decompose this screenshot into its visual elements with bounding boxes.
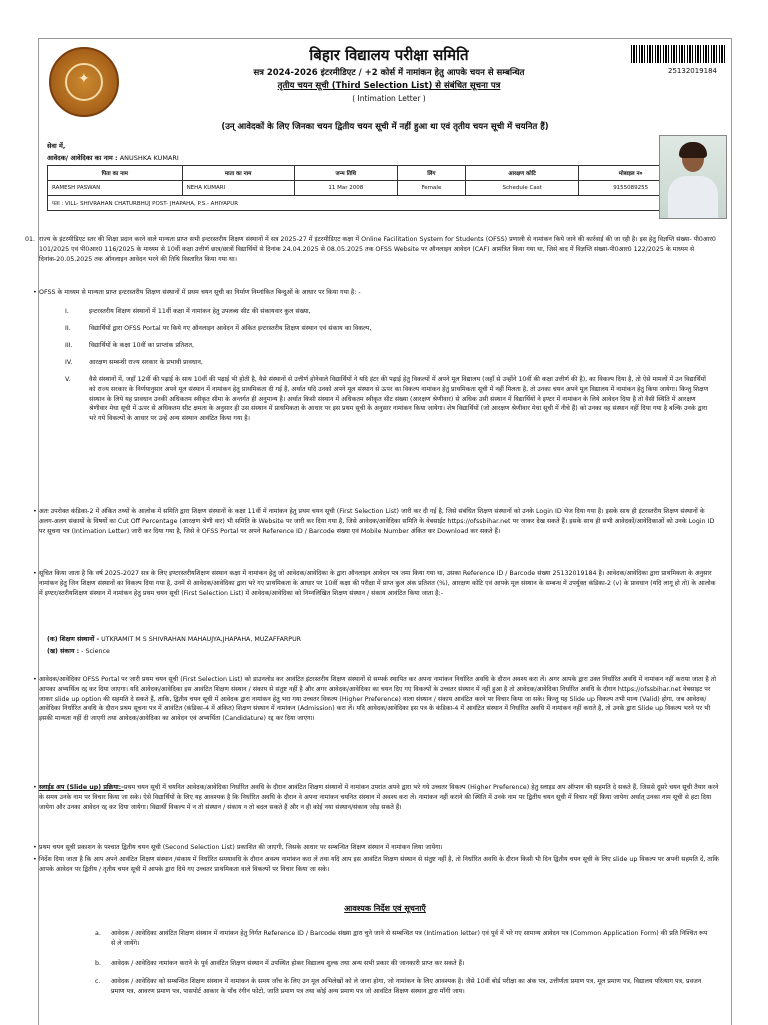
list-item	[95, 959, 711, 969]
list-item-number: IV.	[65, 359, 73, 366]
paragraph-1-number: 01.	[25, 236, 36, 243]
slide-up-text: प्रथम चयन सूची में चयनित आवेदक/आवेदिका निर्धारित अवधि के दौरान आवंटित शिक्षण संस्थानों में नामांकन उपरांत अपने द्वारा भरे गये उच्चतर विकल्प (Higher Preference) हेतु स्लाइड अप ऑप्शन की सहमति दे सकते हैं, जिससे दूसरे चयन सूची तैयार करने के समय उनके नाम पर विचार किया जा सके। ऐसे विद्यार्थियों के लिए यह आवश्यक है कि निर्धारित अवधि के दौरान वे अपना नामांकन चयनित संस्थान में अवश्य करा लें। नामांकन नहीं कराने की स्थिति में उनके नाम पर द्वितीय चयन सूची में विचार नहीं किया जायेगा अर्थात् उनका नाम सूची से हटा दिया जायेगा और उनका आवेदन रद्द कर दिया जायेगा। विद्यार्थी विकल्प में न तो संस्थान / संकाय न तो बदल सकते हैं और न ही कोई नया संस्थान/संकाय जोड़ सकते हैं।	[39, 784, 719, 811]
list-item	[65, 375, 709, 424]
instruction-text: आवेदक / आवेदिका आवंटित शिक्षण संस्थान में नामांकन हेतु निर्गत Reference ID / Barcode संख्या द्वारा चुने जाने से सम्बन्धित पत्र (Intimation letter) एवं पूर्व में भरे गए सामान्य आवेदन पत्र (Common Application Form) की प्रति निश्चित रूप से ले जायेंगे।	[111, 930, 708, 947]
barcode-icon	[631, 45, 727, 63]
gender-value: Female	[397, 181, 465, 196]
list-item-text: इन्टरस्तरीय शिक्षण संस्थानों में 11वीं कक्षा में नामांकन हेतु उपलब्ध सीट की संकायवार कुल संख्या,	[89, 308, 311, 315]
session-line: सत्र 2024-2026 इंटरमीडिएट / +2 कोर्स में नामांकन हेतु आपके चयन से सम्बन्धित	[253, 68, 525, 78]
table-row	[48, 181, 683, 196]
list-item-text: विद्यार्थियों द्वारा OFSS Portal पर किये गए ऑनलाइन आवेदन में अंकित इन्टरस्तरीय शिक्षण संस्थान एवं संकाय का विकल्प,	[89, 325, 372, 332]
father-name-header: पिता का नाम	[48, 166, 183, 181]
mobile-value: 9155089255	[579, 181, 683, 196]
paragraph-2-text: OFSS के माध्यम से मान्यता प्राप्त इन्टरस्तरीय शिक्षण संस्थानों में प्रथम चयन सूची का निर्माण निम्नांकित बिन्दुओं के आधार पर किया गया है: -	[39, 289, 361, 296]
slide-up-label: स्लाईड अप (Slide up) प्रक्रिया:-	[39, 784, 124, 791]
instruction-text: आवेदक / आवेदिका नामांकन कराने के पूर्व आवंटित शिक्षण संस्थान में उपस्थित होकर विद्यालय शुल्क तथा अन्य सभी प्रकार की जानकारी प्राप्त कर सकते हैं।	[111, 960, 465, 967]
instruction-number: b.	[95, 960, 101, 967]
bullet-icon: •	[33, 570, 37, 577]
mother-name-value: NEHA KUMARI	[182, 181, 294, 196]
bullet-icon: •	[33, 784, 37, 791]
dob-value: 11 Mar 2008	[294, 181, 397, 196]
list-item	[65, 341, 709, 351]
photo-hair-shape	[679, 142, 707, 158]
mother-name-header: माता का नाम	[182, 166, 294, 181]
paragraph-1-text: राज्य के इंटरमीडिएट स्तर की शिक्षा प्रदान करने वाले मान्यता प्राप्त सभी इन्टरस्तरीय शिक्षण संस्थानों में सत्र 2025-27 में इंटरमीडिएट कक्षा में Online Facilitation System for Students (OFSS) प्रणाली से नामांकन किये जाने की कार्रवाई की जा रही है। इस हेतु विज्ञप्ति संख्या- पी0आर0 101/2025 एवं पी0आर0 116/2025 के माध्यम से 10वीं कक्षा उत्तीर्ण छात्र/छात्रों विद्यार्थियों से दिनांक 24.04.2025 से 08.05.2025 तक OFSS Website पर ऑनलाइन आवेदन (CAF) आमंत्रित किया गया था, जिसे बाद में विज्ञप्ति संख्या-पी0आर0 122/2025 के माध्यम से दिनांक-20.05.2025 तक ऑनलाइन आवेदन भरने की तिथि विस्तारित किया गया था।	[39, 236, 716, 263]
paragraph-6-text	[39, 783, 719, 812]
list-item-number: III.	[65, 342, 73, 349]
applicant-details-table	[47, 165, 683, 211]
bullet-icon: •	[33, 289, 37, 296]
institution-value: UTKRAMIT M S SHIVRAHAN MAHAUJYA,JHAPAHA, MUZAFFARPUR	[101, 636, 302, 643]
faculty-value: - Science	[81, 648, 110, 655]
dob-header: जन्म तिथि	[294, 166, 397, 181]
instruction-text: आवेदक / आवेदिका को सम्बन्धित शिक्षण संस्थान में नामांकन के समय जाँच के लिए उन मूल अभिलेखों को ले जाना होगा, जो नामांकन के लिए आवश्यक है। जैसे 10वीं बोर्ड परीक्षा का अंक पत्र, उत्तीर्णता प्रमाण पत्र, मूल प्रमाण पत्र, विद्यालय परित्याग पत्र, प्रवजन प्रमाण पत्र, आवरण प्रमाण पत्र, पासपोर्ट आकार के पाँच रंगीन फोटो, जाति प्रमाण पत्र तथा कोई अन्य प्रमाण पत्र जो आवंटित शिक्षण संस्थान द्वारा माँगी जाय।	[111, 978, 702, 995]
list-item-number: I.	[65, 308, 69, 315]
applicant-name-value: ANUSHKA KUMARI	[119, 154, 179, 162]
applicant-name-line	[47, 153, 179, 162]
bullet-icon: •	[33, 508, 37, 515]
intimation-letter-label: ( Intimation Letter )	[352, 94, 426, 103]
barcode-number: 25132019184	[668, 67, 717, 75]
category-value: Schedule Cast	[465, 181, 579, 196]
bullet-icon: •	[33, 856, 37, 863]
instructions-title: आवश्यक निर्देश एवं सूचनाएँ	[344, 904, 426, 913]
bullet-icon: •	[33, 844, 37, 851]
allotted-faculty	[47, 647, 739, 657]
faculty-label: (ख) संकाय :	[47, 648, 80, 655]
allotted-institution	[47, 635, 739, 645]
instruction-number: a.	[95, 930, 101, 937]
salutation: सेवा में,	[47, 142, 66, 150]
intimation-letter	[25, 38, 732, 1025]
address-row	[48, 196, 683, 211]
paragraph-1	[25, 235, 731, 281]
bullet-icon: •	[33, 676, 37, 683]
list-item-text: आरक्षण सम्बन्धी राज्य सरकार के प्रभावी प्रावधान,	[89, 359, 203, 366]
bseb-logo-icon	[49, 47, 119, 117]
list-item-number: V.	[65, 376, 71, 383]
category-header: आरक्षण कोटि	[465, 166, 579, 181]
list-item-number: II.	[65, 325, 71, 332]
address-value: पता : VILL- SHIVRAHAN CHATURBHUJ POST- JHAPAHA, P.S.- AHIYAPUR	[48, 196, 683, 211]
paragraph-8-text: निर्देश दिया जाता है कि आप अपने आवंटित शिक्षण संस्थान /संकाय में निर्धारित समयावधि के दौरान अवश्य नामांकन करा लें तथा यदि आप इस आवंटित शिक्षण संस्थान से संतुष्ट नहीं है, तो निर्धारित अवधि के दौरान किसी भी दिन द्वितीय चयन सूची के लिए slide up विकल्प पर अपनी सहमति दें, ताकि आपके आवेदन पर द्वितीय / तृतीय चयन सूची में आपके द्वारा दिये गए उच्चतर प्राथमिकता वाले विकल्पों पर विचार किया जा सके।	[39, 856, 719, 873]
applicant-photo	[659, 135, 727, 219]
paragraph-5-text: आवेदक/आवेदिका OFSS Portal पर जारी प्रथम चयन सूची (First Selection List) को डाउनलोड कर आवंटित इंटरस्तरीय शिक्षण संस्थानों से सम्पर्क स्थापित कर अपना नामांकन निर्धारित अवधि के दौरान अवश्य करा लें। अगर आपके द्वारा उक्त निर्धारित अवधि में नामांकन नहीं कराया जाता है तो आपका अभ्यर्थित्व रद्द कर दिया जाएगा। यदि आवेदक/आवेदिका इस आवंटित शिक्षण संस्थान / संकाय से संतुष्ट नहीं है और अगर आवेदक/आवेदिका का चयन दिए गए विकल्पों के उच्चतर संस्थान में नहीं हुआ है तो आवेदक/आवेदिका निर्धारित अवधि के दौरान https://ofssbihar.net वेबसाइट पर जाकर slide up option की सहमति दे सकते हैं, ताकि, द्वितीय चयन सूची में आवेदक द्वारा नामांकन हेतु भरा गया उच्चतर विकल्प (Higher Preference) वाला संस्थान / संकाय आवंटित करने पर विचार किया जा सके। किन्तु यह Slide up विकल्प तभी मान्य (Valid) होगा, जब आवेदक/आवेदिका निर्धारित अवधि के दौरान प्रथम सूचना पत्र में आवंटित (कंडिका-4 में अंकित) शिक्षण संस्थान में नामांकन (Admission) करा लें। यदि आवेदक/आवेदिका इस पत्र के कंडिका-4 में आवंटित संस्थान में निर्धारित अवधि में नामांकन नहीं कराते है, तो उनके द्वारा Slide up विकल्प भरने पर भी इसकी मान्यता नहीं दी जाएगी तथा आवेदक/आवेदिका का आवेदन एवं अभ्यर्थिता (Candidature) रद्द कर दिया जाएगा।	[39, 676, 716, 722]
applicant-name-label: आवेदक/ आवेदिका का नाम :	[47, 154, 118, 162]
gender-header: लिंग	[397, 166, 465, 181]
list-item	[95, 977, 711, 997]
letter-subheading: (उन् आवेदकों के लिए जिनका चयन द्वितीय चयन सूची में नहीं हुआ था एवं तृतीय चयन सूची में चयनित हैं)	[221, 122, 549, 132]
list-item	[65, 307, 709, 317]
photo-body-shape	[668, 176, 718, 219]
table-header-row	[48, 166, 683, 181]
list-item	[65, 324, 709, 334]
mobile-header: मोबाइल न०	[579, 166, 683, 181]
father-name-value: RAMESH PASWAN	[48, 181, 183, 196]
logo-emblem-icon: ✦	[78, 71, 90, 87]
list-item-text: वैसे संस्थानों में, जहाँ 12वीं की पढ़ाई के साथ 10वीं की पढ़ाई भी होती है, वैसे संस्थानों से उत्तीर्ण होनेवाले विद्यार्थियों ने यदि इंटर की पढ़ाई हेतु विकल्पों में अपने मूल विद्यालय (जहाँ से उन्होंने 10वीं की कक्षा उत्तीर्ण की है), का विकल्प दिया है, तो ऐसे मामलों में उन विद्यार्थियों को राज्य सरकार के निर्णयानुसार अपने मूल संस्थान में नामांकन हेतु प्राथमिकता दी गई है, अर्थात यदि उनको अपने मूल संस्थान से ऊपर का विकल्प नामांकन हेतु प्राथमिकता सूची में नहीं मिलता है, तो उनका चयन अपने मूल विद्यालय में नामांकन हेतु किया जायेगा। किन्तु शिक्षण संस्थान के लिये यह प्रावधान उनकी अधिकतम स्वीकृत सीमा के अन्तर्गत ही अनुमान्य है। अर्थात किसी संस्थान में अधिकतम स्वीकृत सीट संख्या (आरक्षण श्रेणीवार) से अधिक उसी संस्थान में विद्यार्थियों ने इण्टर में नामांकन के लिये आवेदन दिया है तो वैसी स्थिति में आरक्षण श्रेणीवार मेधा सूची में ऊपर से अधिकतम सीट क्षमता के अनुसार ही उस संस्थान में प्राथमिकता के आधार पर इस प्रथम सूची के अनुसार नामांकन किया जायेगा। शेष विद्यार्थियों (जो आरक्षण श्रेणीवार मेधा सूची में नीचे हैं) को उनका वह संस्थान नहीं दिया गया है बल्कि उनके द्वारा भरे गये विकल्पों के आधार पर उन्हें अन्य संस्थान आवंटित किया गया है।	[89, 376, 709, 422]
paragraph-3-text: अतः उपरोक्त कंडिका-2 में अंकित तथ्यों के आलोक में समिति द्वारा शिक्षण संस्थानों के कक्षा 11वीं में नामांकन हेतु प्रथम चयन सूची (First Selection List) जारी कर दी गई है, जिसे संबंधित शिक्षण संस्थानों को उनके Login ID भेज दिया गया है। इसके साथ ही इंटरस्तरीय शिक्षण संस्थानों के अलग-अलग संकायों के विषयों का Cut Off Percentage (आरक्षण श्रेणी वार) भी समिति के Website पर जारी कर दिया गया है, जिसे आवेदक/आवेदिका समिति के वेबसाईट https://ofssbihar.net पर जाकर देख सकते हैं। इसके साथ ही सभी आवेदकों/आवेदिकाओं को उनके Login ID पर सूचना पत्र (Intimation Letter) जारी कर दिया गया है, जिसे वे OFSS Portal पर अपने Reference ID / Barcode संख्या एवं Mobile Number अंकित कर Download कर सकते हैं।	[39, 508, 715, 535]
selection-list-line: तृतीय चयन सूची (Third Selection List) से संबंधित सूचना पत्र	[277, 81, 501, 91]
list-item	[65, 358, 709, 368]
paragraph-4-text: सूचित किया जाता है कि वर्ष 2025-2027 सत्र के लिए इण्टरस्तरीयशिक्षण संस्थान कक्षा में नामांकन हेतु जो आवेदक/आवेदिका के द्वारा ऑनलाइन आवेदन पत्र जमा किया गया था, उसका Reference ID / Barcode संख्या 25132019184 है। आवेदक/आवेदिका द्वारा प्राथमिकता के अनुसार नामांकन हेतु जिन शिक्षण संस्थानों का विकल्प दिया गया है, उनमें से आवेदक/आवेदिका द्वारा भरे गए प्राथमिकता के आधार पर 10वीं कक्षा की परीक्षा में प्राप्त कुल अंक प्रतिशत (%), आरक्षण कोटि एवं आपके मूल संस्थान के सम्बन्ध में उपर्युक्त कंडिका-2 (v) के प्रावधान (यदि लागू हो तो) के आलोक में इण्टर/स्तरीयशिक्षण संस्थान में नामांकन हेतु प्रथम चयन सूची (First Selection List) में आवेदक/आवेदिका को निम्नलिखित शिक्षण संस्थान / संकाय आवंटित किया जाता है:-	[39, 570, 716, 597]
list-item	[95, 929, 711, 949]
institution-label: (क) शिक्षण संस्थानों -	[47, 636, 100, 643]
letter-header	[199, 45, 579, 103]
paragraph-7-text: प्रथम चयन सूची प्रकाशन के पश्चात द्वितीय चयन सूची (Second Selection List) प्रकाशित की जाएगी, जिसके आधार पर सम्बन्धित शिक्षण संस्थान में नामांकन लिया जायेगा।	[39, 844, 443, 851]
list-item-text: विद्यार्थियों के कक्षा 10वीं का प्राप्तांक प्रतिशत,	[89, 342, 194, 349]
instruction-number: c.	[95, 978, 101, 985]
board-title: बिहार विद्यालय परीक्षा समिति	[309, 46, 469, 64]
